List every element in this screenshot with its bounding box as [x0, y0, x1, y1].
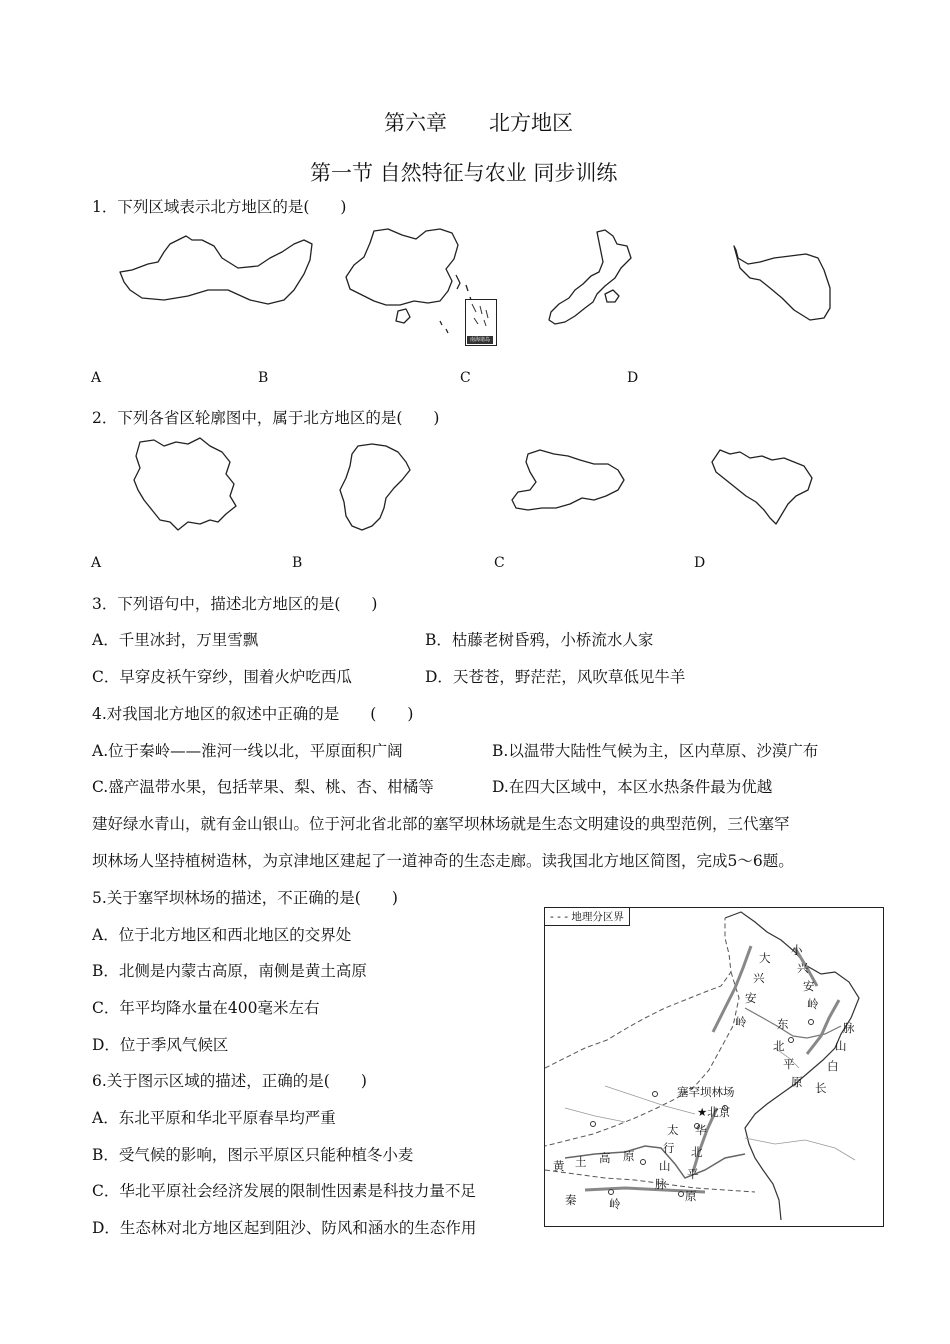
- label-taihang-1: 太: [667, 1123, 679, 1137]
- inset-label: 南海诸岛: [467, 336, 493, 344]
- label-dongbei-4: 原: [791, 1075, 803, 1089]
- q2-label-c: C: [494, 555, 505, 571]
- label-beijing: ★北京: [697, 1105, 731, 1119]
- q3-option-a: A．千里冰封，万里雪飘: [92, 631, 259, 649]
- label-qinling-1: 秦: [565, 1193, 577, 1207]
- label-taihang-2: 行: [663, 1141, 675, 1155]
- passage-line-1: 建好绿水青山，就有金山银山。位于河北省北部的塞罕坝林场就是生态文明建设的典型范例，三代塞罕: [92, 815, 790, 833]
- q2-label-b: B: [292, 555, 303, 571]
- label-huangtu-4: 原: [623, 1149, 635, 1163]
- chapter-title: 第六章 北方地区: [384, 111, 573, 135]
- q3-stem: 3．下列语句中，描述北方地区的是( ): [92, 595, 378, 613]
- q3-option-c: C．早穿皮袄午穿纱，围着火炉吃西瓜: [92, 668, 352, 686]
- q6-option-b: B．受气候的影响，图示平原区只能种植冬小麦: [92, 1146, 414, 1164]
- q2-label-d: D: [694, 555, 706, 571]
- label-taihang-4: 脉: [655, 1177, 667, 1191]
- q4-option-a: A.位于秦岭——淮河一线以北，平原面积广阔: [92, 742, 403, 760]
- label-huabei-3: 平: [687, 1167, 699, 1181]
- label-xiaoxing-1: 小: [791, 943, 803, 957]
- label-changbai-4: 脉: [843, 1021, 855, 1035]
- q4-option-c: C.盛产温带水果，包括苹果、梨、桃、杏、柑橘等: [92, 778, 434, 796]
- q1-map-a: [118, 230, 318, 310]
- q2-label-a: A: [91, 555, 102, 571]
- label-huabei-1: 华: [695, 1123, 707, 1137]
- label-daxing-3: 安: [745, 991, 757, 1005]
- label-daxing-4: 岭: [735, 1015, 747, 1029]
- label-xiaoxing-3: 安: [803, 979, 815, 993]
- q6-option-d: D．生态林对北方地区起到阻沙、防风和涵水的生态作用: [92, 1219, 477, 1237]
- q5-option-c: C．年平均降水量在400毫米左右: [92, 999, 320, 1017]
- label-xiaoxing-2: 兴: [797, 961, 809, 975]
- q6-option-c: C．华北平原社会经济发展的限制性因素是科技力量不足: [92, 1182, 476, 1200]
- q5-option-a: A．位于北方地区和西北地区的交界处: [92, 926, 352, 944]
- q6-stem: 6.关于图示区域的描述，正确的是( ): [92, 1072, 367, 1090]
- q2-province-b: [336, 440, 416, 540]
- south-china-sea-inset: [465, 299, 497, 346]
- q1-label-c: C: [460, 370, 471, 386]
- q4-option-b: B.以温带大陆性气候为主，区内草原、沙漠广布: [492, 742, 819, 760]
- label-daxing-2: 兴: [753, 971, 765, 985]
- q2-province-c: [510, 446, 635, 521]
- q1-label-d: D: [627, 370, 639, 386]
- label-huangtu-3: 高: [599, 1151, 611, 1165]
- q5-stem: 5.关于塞罕坝林场的描述，不正确的是( ): [92, 889, 398, 907]
- label-changbai-3: 山: [835, 1039, 847, 1053]
- label-daxing-1: 大: [759, 951, 771, 965]
- label-huabei-2: 北: [691, 1145, 703, 1159]
- q6-option-a: A．东北平原和华北平原春旱均严重: [92, 1109, 336, 1127]
- q2-province-d: [706, 440, 821, 530]
- q1-stem: 1．下列区域表示北方地区的是( ): [92, 198, 347, 216]
- label-dongbei-1: 东: [777, 1017, 789, 1031]
- label-dongbei-2: 北: [773, 1039, 785, 1053]
- q1-map-d: [730, 240, 840, 325]
- label-huabei-4: 原: [685, 1189, 697, 1203]
- label-xiaoxing-4: 岭: [807, 997, 819, 1011]
- map-legend: - - - 地理分区界: [545, 908, 630, 926]
- section-title: 第一节 自然特征与农业 同步训练: [310, 161, 618, 185]
- north-china-map: [544, 907, 884, 1227]
- q4-stem: 4.对我国北方地区的叙述中正确的是 ( ): [92, 705, 414, 723]
- q3-option-b: B．枯藤老树昏鸦，小桥流水人家: [425, 631, 654, 649]
- q1-map-c: [545, 228, 655, 333]
- q1-label-a: A: [91, 370, 102, 386]
- q5-option-b: B．北侧是内蒙古高原，南侧是黄土高原: [92, 962, 367, 980]
- passage-line-2: 坝林场人坚持植树造林，为京津地区建起了一道神奇的生态走廊。读我国北方地区简图，完成5～6题。: [92, 852, 794, 870]
- q3-option-d: D．天苍苍，野茫茫，风吹草低见牛羊: [425, 668, 686, 686]
- q5-option-d: D．位于季风气候区: [92, 1036, 229, 1054]
- label-qinling-2: 岭: [609, 1197, 621, 1211]
- label-changbai-1: 长: [815, 1081, 827, 1095]
- label-changbai-2: 白: [827, 1059, 839, 1073]
- q2-stem: 2．下列各省区轮廓图中，属于北方地区的是( ): [92, 409, 440, 427]
- q1-label-b: B: [258, 370, 269, 386]
- label-huangtu-1: 黄: [553, 1159, 565, 1173]
- label-huangtu-2: 土: [575, 1155, 587, 1169]
- label-saihanba: 塞罕坝林场: [677, 1085, 735, 1099]
- label-dongbei-3: 平: [783, 1057, 795, 1071]
- q4-option-d: D.在四大区域中，本区水热条件最为优越: [492, 778, 773, 796]
- label-taihang-3: 山: [659, 1159, 671, 1173]
- q2-province-a: [130, 436, 245, 536]
